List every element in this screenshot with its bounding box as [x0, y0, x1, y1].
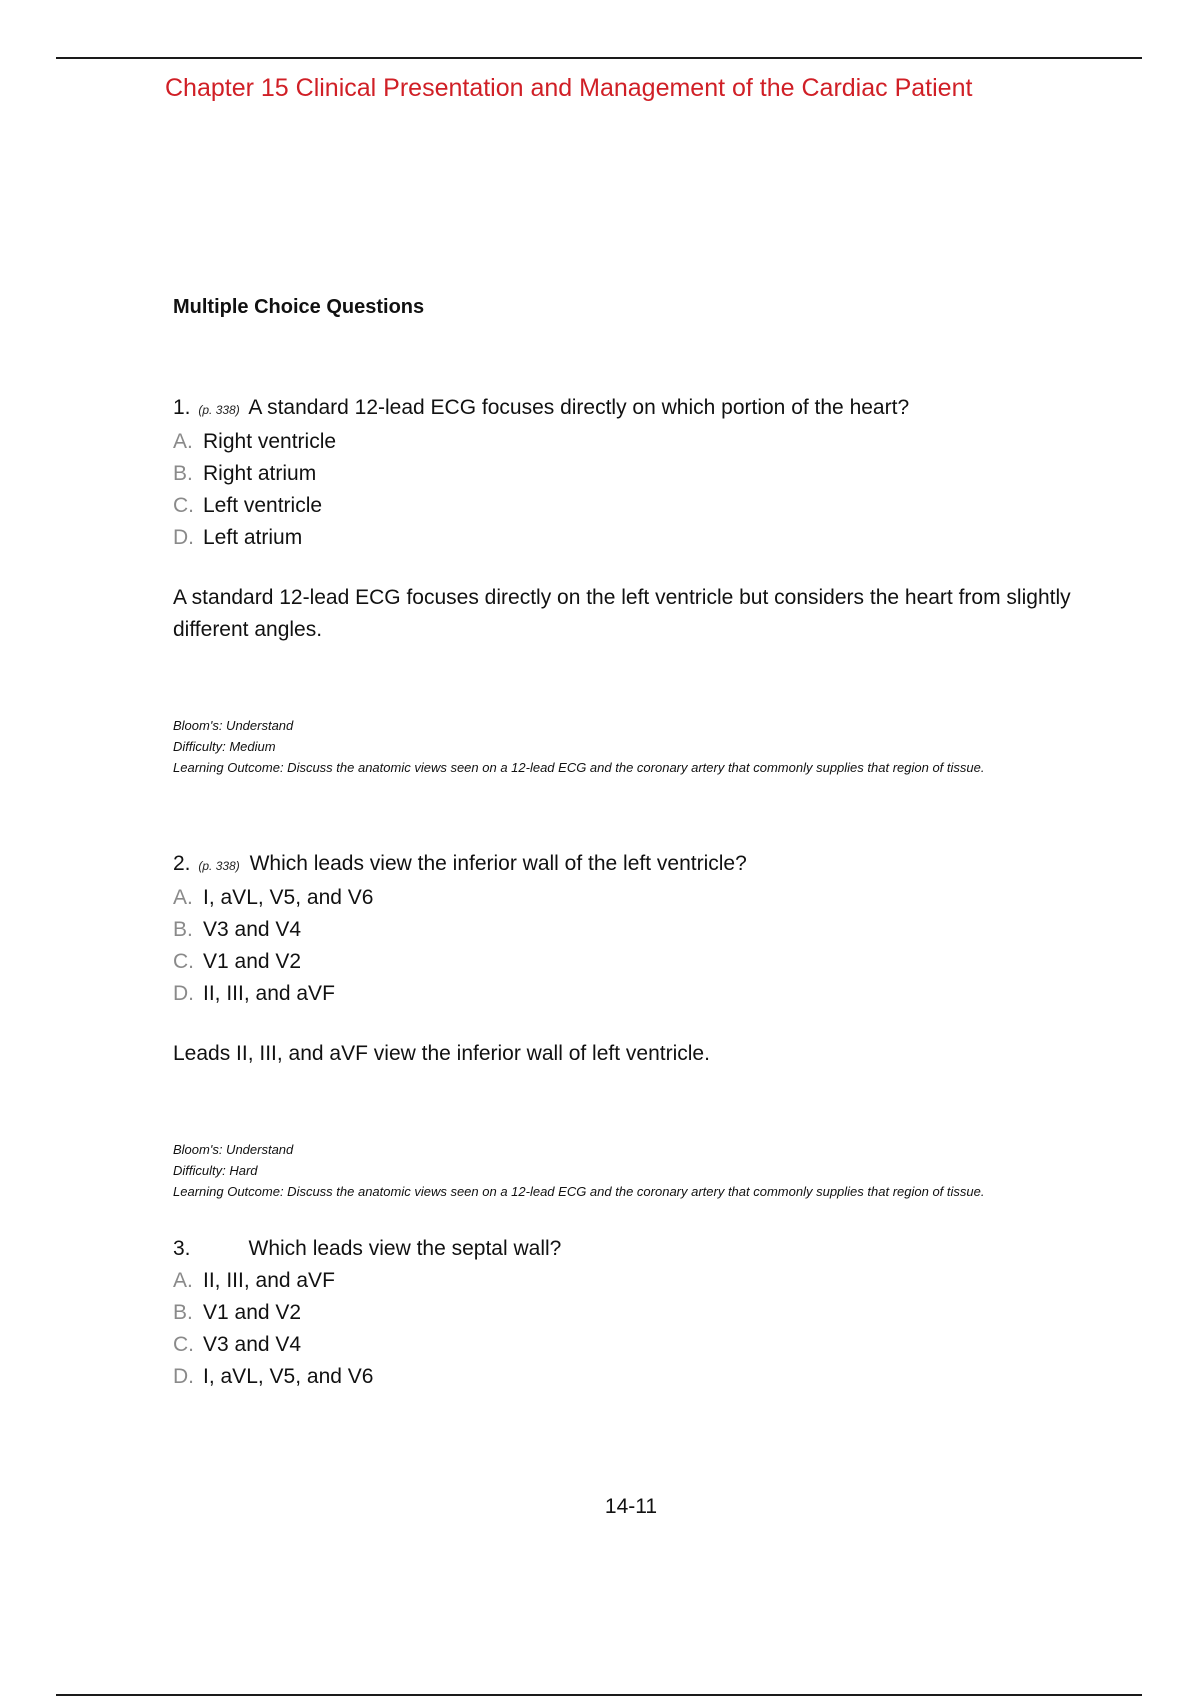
option-c [173, 946, 1093, 978]
option-d [173, 522, 1093, 554]
option-c [173, 1329, 1093, 1361]
question-3 [173, 1233, 1093, 1393]
chapter-title: Chapter 15 Clinical Presentation and Management of the Cardiac Patient [165, 74, 973, 102]
option-b [173, 458, 1093, 490]
option-d [173, 978, 1093, 1010]
section-heading: Multiple Choice Questions [173, 296, 425, 318]
option-a [173, 1265, 1093, 1297]
option-letter: B. [173, 1301, 193, 1324]
option-letter: D. [173, 1365, 194, 1388]
learning-outcome: Learning Outcome: Discuss the anatomic views seen on a 12-lead ECG and the coronary artery that commonly supplies that region of tissue. [173, 1184, 985, 1199]
question-stem [173, 392, 1093, 426]
option-letter: A. [173, 430, 193, 453]
option-c [173, 490, 1093, 522]
option-letter: B. [173, 918, 193, 941]
question-1-metadata [173, 715, 1093, 778]
blooms-level: Bloom's: Understand [173, 718, 294, 733]
page-reference: (p. 338) [198, 859, 240, 873]
question-stem [173, 1233, 1093, 1265]
option-letter: D. [173, 526, 194, 549]
difficulty-level: Difficulty: Hard [173, 1163, 258, 1178]
page-number: 14-11 [604, 1495, 658, 1518]
option-text: V1 and V2 [203, 1301, 302, 1324]
blooms-level: Bloom's: Understand [173, 1142, 294, 1157]
question-2-metadata [173, 1139, 1093, 1202]
question-number: 2. [173, 852, 191, 875]
option-a [173, 426, 1093, 458]
option-b [173, 1297, 1093, 1329]
option-text: I, aVL, V5, and V6 [203, 1365, 374, 1388]
option-text: II, III, and aVF [203, 1269, 335, 1292]
option-letter: C. [173, 950, 194, 973]
top-rule [56, 57, 1142, 59]
option-text: II, III, and aVF [203, 982, 335, 1005]
option-text: I, aVL, V5, and V6 [203, 886, 374, 909]
option-text: Right atrium [203, 462, 317, 485]
question-text: Which leads view the inferior wall of the left ventricle? [249, 852, 747, 875]
question-number: 3. [173, 1237, 191, 1260]
option-a [173, 882, 1093, 914]
answer-explanation: A standard 12-lead ECG focuses directly on the left ventricle but considers the heart from slightly different angles. [173, 586, 1071, 641]
question-text: A standard 12-lead ECG focuses directly on which portion of the heart? [248, 396, 910, 419]
option-letter: A. [173, 1269, 193, 1292]
question-number: 1. [173, 396, 191, 419]
option-b [173, 914, 1093, 946]
option-text: Left ventricle [203, 494, 323, 517]
option-letter: C. [173, 494, 194, 517]
question-2 [173, 848, 1093, 1070]
question-stem [173, 848, 1093, 882]
option-text: V3 and V4 [203, 918, 302, 941]
option-text: V3 and V4 [203, 1333, 302, 1356]
bottom-rule [56, 1694, 1142, 1696]
question-1 [173, 392, 1093, 646]
option-letter: A. [173, 886, 193, 909]
answer-options [173, 1265, 1093, 1393]
question-text: Which leads view the septal wall? [248, 1237, 562, 1260]
option-text: Right ventricle [203, 430, 337, 453]
answer-options [173, 426, 1093, 554]
option-letter: D. [173, 982, 194, 1005]
difficulty-level: Difficulty: Medium [173, 739, 276, 754]
answer-explanation: Leads II, III, and aVF view the inferior wall of left ventricle. [173, 1042, 710, 1065]
option-d [173, 1361, 1093, 1393]
learning-outcome: Learning Outcome: Discuss the anatomic views seen on a 12-lead ECG and the coronary artery that commonly supplies that region of tissue. [173, 760, 985, 775]
option-letter: B. [173, 462, 193, 485]
page-reference: (p. 338) [198, 403, 240, 417]
option-text: Left atrium [203, 526, 303, 549]
option-letter: C. [173, 1333, 194, 1356]
answer-options [173, 882, 1093, 1010]
option-text: V1 and V2 [203, 950, 302, 973]
